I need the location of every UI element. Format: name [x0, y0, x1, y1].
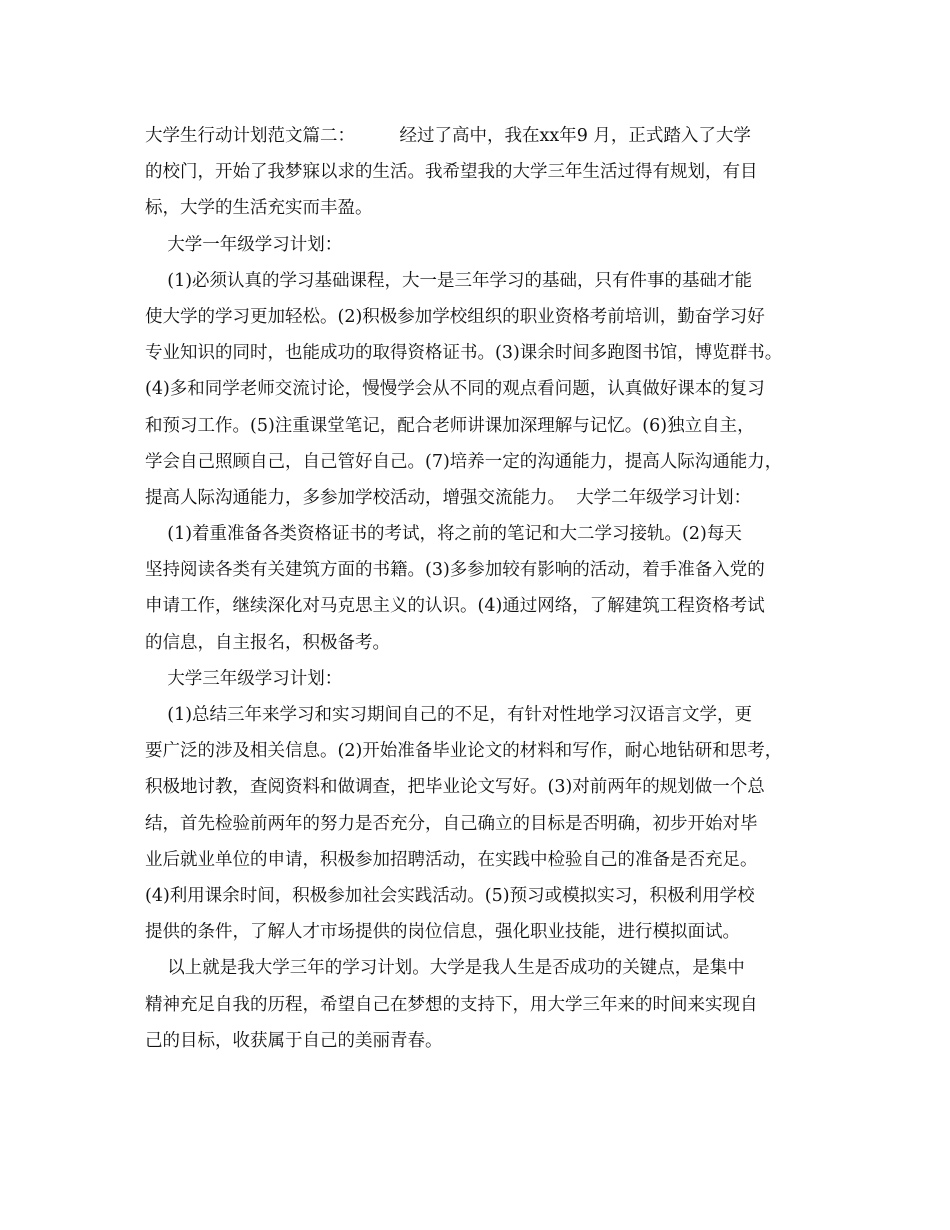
- text-line: 标，大学的生活充实而丰盈。: [145, 198, 373, 219]
- text-line: (4)多和同学老师交流讨论，慢慢学会从不同的观点看问题，认真做好课本的复习: [145, 379, 765, 400]
- text-line: 大学生行动计划范文篇二： 经过了高中，我在xx年9 月，正式踏入了大学: [145, 126, 751, 146]
- text-line: 学会自己照顾自己，自己管好自己。(7)培养一定的沟通能力，提高人际沟通能力，: [145, 451, 783, 472]
- text-line: 业后就业单位的申请，积极参加招聘活动，在实践中检验自己的准备是否充足。: [145, 849, 758, 870]
- text-line: 结，首先检验前两年的努力是否充分，自己确立的目标是否明确，初步开始对毕: [145, 813, 758, 834]
- text-line: (1)必须认真的学习基础课程，大一是三年学习的基础，只有件事的基础才能: [145, 270, 753, 291]
- text-line: 和预习工作。(5)注重课堂笔记，配合老师讲课加深理解与记忆。(6)独立自主，: [145, 415, 755, 436]
- text-line: 专业知识的同时，也能成功的取得资格证书。(3)课余时间多跑图书馆，博览群书。: [145, 343, 783, 364]
- text-line: 积极地讨教，查阅资料和做调查，把毕业论文写好。(3)对前两年的规划做一个总: [145, 777, 765, 798]
- text-line: 使大学的学习更加轻松。(2)积极参加学校组织的职业资格考前培训，勤奋学习好: [145, 306, 765, 327]
- document-body: [145, 118, 825, 1059]
- text-line: 以上就是我大学三年的学习计划。大学是我人生是否成功的关键点，是集中: [145, 958, 745, 979]
- text-line: 要广泛的涉及相关信息。(2)开始准备毕业论文的材料和写作，耐心地钻研和思考，: [145, 741, 783, 762]
- text-line: 坚持阅读各类有关建筑方面的书籍。(3)多参加较有影响的活动，着手准备入党的: [145, 560, 765, 581]
- section-heading: 大学三年级学习计划：: [145, 668, 343, 689]
- text-line: (4)利用课余时间，积极参加社会实践活动。(5)预习或模拟实习，积极利用学校: [145, 885, 755, 906]
- text-line: 的校门，开始了我梦寐以求的生活。我希望我的大学三年生活过得有规划，有目: [145, 162, 758, 183]
- text-line: 提高人际沟通能力，多参加学校活动，增强交流能力。 大学二年级学习计划：: [145, 487, 752, 508]
- text-line: 提供的条件，了解人才市场提供的岗位信息，强化职业技能，进行模拟面试。: [145, 922, 740, 943]
- text-line: (1)着重准备各类资格证书的考试，将之前的笔记和大二学习接轨。(2)每天: [145, 524, 742, 545]
- text-line: 己的目标，收获属于自己的美丽青春。: [145, 1030, 443, 1051]
- text-line: 申请工作，继续深化对马克思主义的认识。(4)通过网络，了解建筑工程资格考试: [145, 596, 765, 617]
- section-heading: 大学一年级学习计划：: [145, 234, 343, 255]
- text-line: 的信息，自主报名，积极备考。: [145, 632, 390, 653]
- text-line: (1)总结三年来学习和实习期间自己的不足，有针对性地学习汉语言文学，更: [145, 705, 753, 725]
- text-line: 精神充足自我的历程，希望自己在梦想的支持下，用大学三年来的时间来实现自: [145, 994, 758, 1015]
